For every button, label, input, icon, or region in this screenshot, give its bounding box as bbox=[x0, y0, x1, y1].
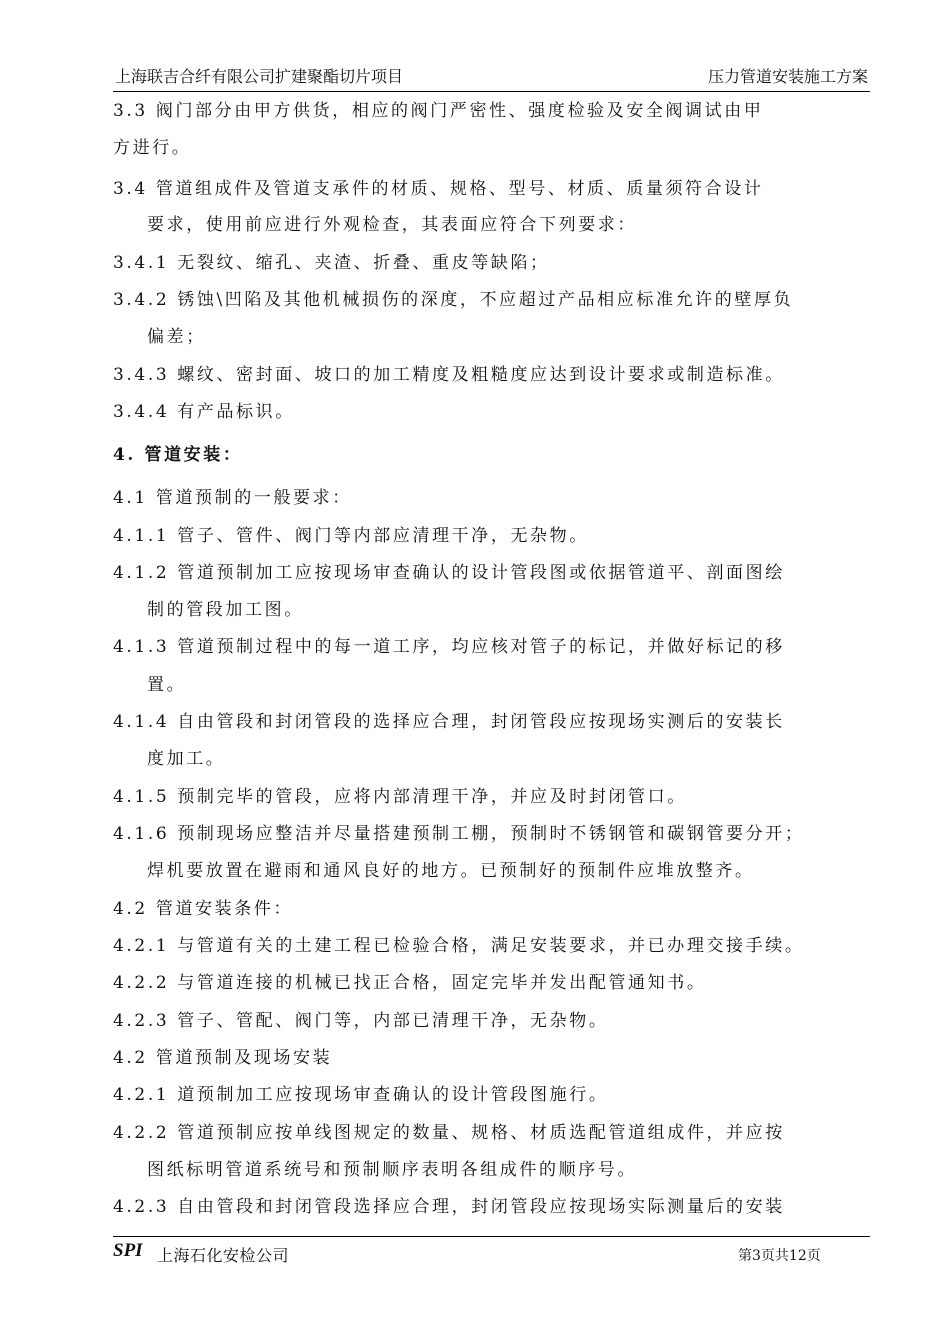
body-line: 4.2.3 管子、管配、阀门等，内部已清理干净，无杂物。 bbox=[113, 1011, 609, 1031]
body-line: 置。 bbox=[147, 675, 187, 695]
body-line: 4.2.1 道预制加工应按现场审查确认的设计管段图施行。 bbox=[113, 1085, 609, 1105]
header-divider bbox=[113, 91, 870, 92]
body-line: 3.4.3 螺纹、密封面、坡口的加工精度及粗糙度应达到设计要求或制造标准。 bbox=[113, 365, 785, 385]
company-name: 上海石化安检公司 bbox=[157, 1246, 290, 1265]
body-line: 4.2.2 与管道连接的机械已找正合格，固定完毕并发出配管通知书。 bbox=[113, 973, 707, 993]
body-line: 偏差； bbox=[147, 327, 206, 347]
body-line: 4.2 管道预制及现场安装 bbox=[113, 1048, 333, 1068]
body-line: 4.1.4 自由管段和封闭管段的选择应合理，封闭管段应按现场实测后的安装长 bbox=[113, 712, 785, 732]
body-line: 4.1.6 预制现场应整洁并尽量搭建预制工棚，预制时不锈钢管和碳钢管要分开； bbox=[113, 824, 805, 844]
document-title: 压力管道安装施工方案 bbox=[707, 67, 868, 86]
body-line: 3.4.2 锈蚀\凹陷及其他机械损伤的深度，不应超过产品相应标准允许的壁厚负 bbox=[113, 290, 794, 310]
body-line: 要求，使用前应进行外观检查，其表面应符合下列要求： bbox=[147, 215, 637, 235]
body-line: 4.2.3 自由管段和封闭管段选择应合理，封闭管段应按现场实际测量后的安装 bbox=[113, 1197, 785, 1217]
body-line: 4.1.5 预制完毕的管段，应将内部清理干净，并应及时封闭管口。 bbox=[113, 787, 687, 807]
page-footer bbox=[113, 1240, 870, 1270]
section-heading: 4. 管道安装： bbox=[113, 445, 243, 465]
page-number: 第3页共12页 bbox=[738, 1248, 821, 1264]
body-line: 3.4.4 有产品标识。 bbox=[113, 402, 295, 422]
body-line: 3.3 阀门部分由甲方供货，相应的阀门严密性、强度检验及安全阀调试由甲 bbox=[113, 101, 764, 121]
body-line: 3.4.1 无裂纹、缩孔、夹渣、折叠、重皮等缺陷； bbox=[113, 253, 550, 273]
body-line: 4.2.1 与管道有关的土建工程已检验合格，满足安装要求，并已办理交接手续。 bbox=[113, 936, 805, 956]
spi-logo: SPI bbox=[113, 1240, 143, 1261]
footer-divider bbox=[113, 1236, 870, 1237]
body-line: 4.1 管道预制的一般要求： bbox=[113, 488, 352, 508]
page-header bbox=[113, 64, 870, 90]
body-line: 度加工。 bbox=[147, 749, 226, 769]
body-line: 图纸标明管道系统号和预制顺序表明各组成件的顺序号。 bbox=[147, 1160, 637, 1180]
body-line: 4.1.2 管道预制加工应按现场审查确认的设计管段图或依据管道平、剖面图绘 bbox=[113, 563, 785, 583]
body-line: 4.1.3 管道预制过程中的每一道工序，均应核对管子的标记，并做好标记的移 bbox=[113, 637, 785, 657]
project-name: 上海联吉合纤有限公司扩建聚酯切片项目 bbox=[115, 67, 404, 86]
body-line: 制的管段加工图。 bbox=[147, 600, 304, 620]
body-line: 4.2 管道安装条件： bbox=[113, 899, 294, 919]
body-line: 4.2.2 管道预制应按单线图规定的数量、规格、材质选配管道组成件，并应按 bbox=[113, 1123, 785, 1143]
body-line: 方进行。 bbox=[113, 138, 192, 158]
body-line: 3.4 管道组成件及管道支承件的材质、规格、型号、材质、质量须符合设计 bbox=[113, 179, 764, 199]
body-line: 4.1.1 管子、管件、阀门等内部应清理干净，无杂物。 bbox=[113, 526, 589, 546]
body-line: 焊机要放置在避雨和通风良好的地方。已预制好的预制件应堆放整齐。 bbox=[147, 861, 755, 881]
